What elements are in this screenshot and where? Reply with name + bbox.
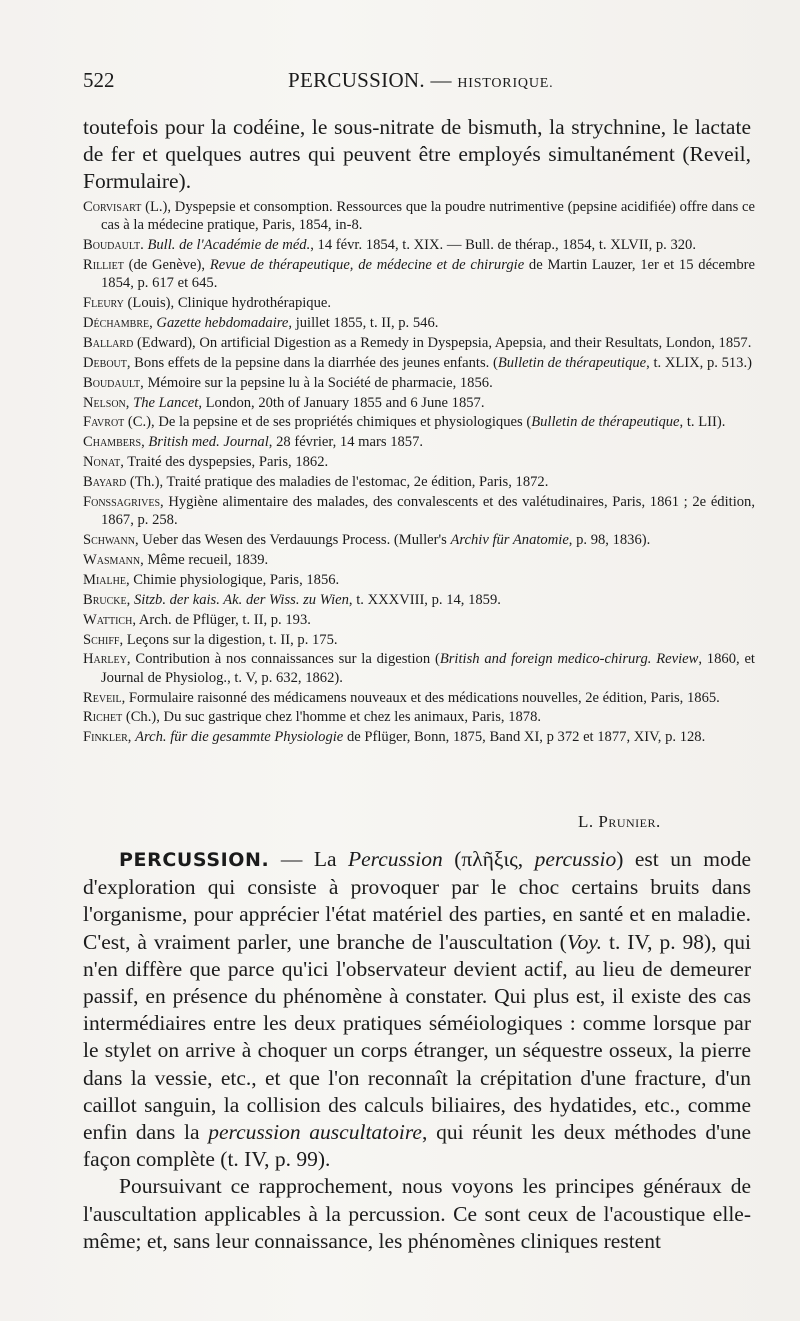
entry-title: Bull. de l'Académie de méd. <box>147 237 311 254</box>
entry-title: British and foreign medico-chirurg. Review <box>439 651 699 668</box>
entry-text: Même recueil, 1839. <box>143 551 269 568</box>
article-paragraph-1 <box>83 846 751 1173</box>
bibliography-entry <box>83 354 755 372</box>
entry-title: Bulletin de thérapeutique <box>531 414 680 431</box>
italic-run: Voy. <box>566 929 603 954</box>
entry-author: Rilliet <box>83 256 124 273</box>
entry-author: Corvisart (L.), <box>83 199 172 215</box>
italic-run: percussio <box>534 847 617 871</box>
running-title-main: PERCUSSION. — <box>288 68 452 92</box>
bibliography-entry <box>83 334 755 352</box>
entry-author: Chambers, <box>83 434 145 451</box>
entry-text: Mémoire sur la pepsine lu à la Société de pharmacie, 1856. <box>143 374 493 391</box>
entry-author: Fleury <box>83 295 124 312</box>
text-run: t. IV, p. 98), qui n'en diffère que parce qu'ici l'observateur devient actif, au lieu de demeurer passif, en présence du phénomène à constater. Qui plus est, il existe des cas intermédiaires entre les deux pratiques séméiologiques : comme lorsque par le stylet on arrive à choquer un corps étranger, un séquestre osseux, la pierre dans la vessie, etc., et que l'on reconnaît la crépitation d'une fracture, d'un caillot sanguin, la collision des calculs biliaires, des hydatides, etc., comme enfin dans la <box>83 929 751 1145</box>
text-run: (πλῆξις, <box>442 847 535 871</box>
entry-title: Revue de thérapeutique, de médecine et de chirurgie <box>209 256 525 273</box>
bibliography-entry <box>83 551 755 569</box>
entry-text-tail: de Martin Lauzer, 1er et 15 décembre 1854, p. 617 et 645. <box>101 256 755 292</box>
entry-text: Chimie physiologique, Paris, 1856. <box>129 571 340 588</box>
entry-text: Dyspepsie et consomption. Ressources que la poudre nutrimentive (pepsine acidifiée) offre dans ce cas à la médecine pratique, Paris, 1854, in-8. <box>101 199 755 234</box>
italic-run: Percussion <box>347 847 443 871</box>
article-headword: PERCUSSION. <box>119 849 270 871</box>
text-run: — La <box>269 847 348 871</box>
bibliography-entry <box>83 571 755 589</box>
entry-text-tail: , 28 février, 14 mars 1857. <box>268 434 424 451</box>
bibliography-entry <box>83 473 755 491</box>
entry-title: Bulletin de thérapeutique <box>497 354 647 371</box>
entry-author: Schiff, <box>83 631 124 648</box>
entry-text: Hygiène alimentaire des malades, des convalescents et des valétudinaires, Paris, 1861 ; 2e édition, 1867, p. 258. <box>101 493 755 529</box>
author-signature: L. Prunier. <box>578 812 661 831</box>
entry-text: Formulaire raisonné des médicamens nouveaux et des médications nouvelles, 2e édition, Paris, 1865. <box>125 689 720 706</box>
entry-text-tail: , 1860, et Journal de Physiolog., t. V, p. 632, 1862). <box>101 651 755 686</box>
entry-text-tail: de Pflüger, Bonn, 1875, Band XI, p 372 et 1877, XIV, p. 128. <box>343 729 706 746</box>
entry-author: Nelson, <box>83 394 130 411</box>
bibliography-entry <box>83 531 755 549</box>
entry-text-tail: , t. LII). <box>679 414 726 431</box>
italic-run: percussion auscultatoire <box>208 1120 422 1145</box>
bibliography-entry <box>83 708 755 726</box>
article-paragraph-2: Poursuivant ce rapprochement, nous voyons les principes généraux de l'auscultation applicables à la percussion. Ce sont ceux de l'acoustique elle-même; et, sans leur connaissance, les phénomènes cliniques restent <box>83 1174 751 1253</box>
bibliography-entry <box>83 433 755 451</box>
bibliography-entry <box>83 611 755 629</box>
entry-author: Debout, <box>83 354 131 371</box>
entry-title: Archiv für Anatomie <box>450 532 569 549</box>
bibliography-entry <box>83 394 755 412</box>
entry-text-tail: , juillet 1855, t. II, p. 546. <box>288 314 439 331</box>
entry-text-tail: , 14 févr. 1854, t. XIX. — Bull. de thérap., 1854, t. XLVII, p. 320. <box>310 237 696 254</box>
entry-title: Arch. für die gesammte Physiologie <box>135 729 344 746</box>
bibliography-entry <box>83 650 755 686</box>
entry-author: Wasmann, <box>83 551 144 568</box>
entry-title: Sitzb. der kais. Ak. der Wiss. zu Wien <box>133 591 349 608</box>
entry-author: Wattich, <box>83 611 136 628</box>
entry-text: Ueber das Wesen des Verdauungs Process. (Muller's <box>138 532 451 549</box>
bibliography-entry <box>83 591 755 609</box>
entry-author: Bayard <box>83 474 127 491</box>
entry-text: (Edward), On artificial Digestion as a Remedy in Dyspepsia, Apepsia, and their Resultats, London, 1857. <box>133 334 752 351</box>
running-title <box>288 68 553 93</box>
bibliography-entry <box>83 374 755 392</box>
entry-text-tail: , t. XLIX, p. 513.) <box>646 354 752 371</box>
bibliography-entry <box>83 689 755 707</box>
entry-text: Contribution à nos connaissances sur la digestion ( <box>130 651 440 668</box>
bibliography-entry <box>83 294 755 312</box>
entry-text: (Louis), Clinique hydrothérapique. <box>123 295 332 312</box>
bibliography-entry <box>83 728 755 746</box>
bibliography-entry <box>83 493 755 529</box>
article-body <box>83 846 751 1255</box>
entry-author: Reveil, <box>83 689 126 706</box>
entry-text: Arch. de Pflüger, t. II, p. 193. <box>135 611 311 628</box>
text-run: , qui réunit les deux méthodes d'une façon complète (t. IV, p. 99). <box>83 1120 751 1172</box>
entry-text: Traité des dyspepsies, Paris, 1862. <box>123 454 329 471</box>
entry-author: Ballard <box>83 334 134 351</box>
bibliography-list <box>83 198 755 748</box>
entry-author: Richet <box>83 709 123 726</box>
bibliography-entry <box>83 413 755 431</box>
entry-author: Déchambre, <box>83 314 153 331</box>
entry-text: Bons effets de la pepsine dans la diarrhée des jeunes enfants. ( <box>130 354 498 371</box>
bibliography-entry <box>83 236 755 254</box>
entry-text-tail: , London, 20th of January 1855 and 6 June 1857. <box>198 394 485 411</box>
entry-author: Fonssagrives, <box>83 493 164 510</box>
bibliography-entry <box>83 314 755 332</box>
entry-text: (Th.), Traité pratique des maladies de l'estomac, 2e édition, Paris, 1872. <box>126 474 549 491</box>
entry-author: Brucke, <box>83 591 131 608</box>
running-header <box>83 68 763 98</box>
entry-author: Finkler, <box>83 729 132 746</box>
entry-author: Schwann, <box>83 532 139 549</box>
entry-text-tail: , p. 98, 1836). <box>568 532 651 549</box>
entry-author: Boudault. <box>83 237 144 254</box>
bibliography-entry <box>83 256 755 292</box>
bibliography-entry <box>83 453 755 471</box>
entry-title: Gazette hebdomadaire <box>156 314 289 331</box>
entry-text: (de Genève), <box>123 256 210 273</box>
bibliography-entry <box>83 631 755 649</box>
running-subtitle: HISTORIQUE. <box>457 76 554 91</box>
entry-title: British med. Journal <box>148 434 269 451</box>
entry-text: Leçons sur la digestion, t. II, p. 175. <box>123 631 338 648</box>
entry-author: Harley, <box>83 651 131 668</box>
entry-author: Nonat, <box>83 454 124 471</box>
entry-author: Boudault, <box>83 374 144 391</box>
entry-text: (Ch.), Du suc gastrique chez l'homme et chez les animaux, Paris, 1878. <box>122 709 542 726</box>
entry-title: The Lancet <box>133 394 199 411</box>
intro-paragraph: toutefois pour la codéine, le sous-nitrate de bismuth, la strychnine, le lactate de fer et quelques autres qui peuvent être employés simultanément (Reveil, Formulaire). <box>83 115 751 193</box>
bibliography-entry <box>83 198 755 234</box>
entry-text-tail: , t. XXXVIII, p. 14, 1859. <box>348 591 501 608</box>
entry-author: Favrot <box>83 414 125 431</box>
page-number: 522 <box>83 68 115 92</box>
text-run: ) est un mode d'exploration qui consiste à provoquer par le choc certains bruits dans l'organisme, pour apprécier l'état matériel des parties, en santé et en maladie. C'est, à vraiment parler, une branche de l'auscultation ( <box>83 847 751 954</box>
entry-author: Mialhe, <box>83 571 130 588</box>
entry-text: (C.), De la pepsine et de ses propriétés chimiques et physiologiques ( <box>124 414 532 431</box>
